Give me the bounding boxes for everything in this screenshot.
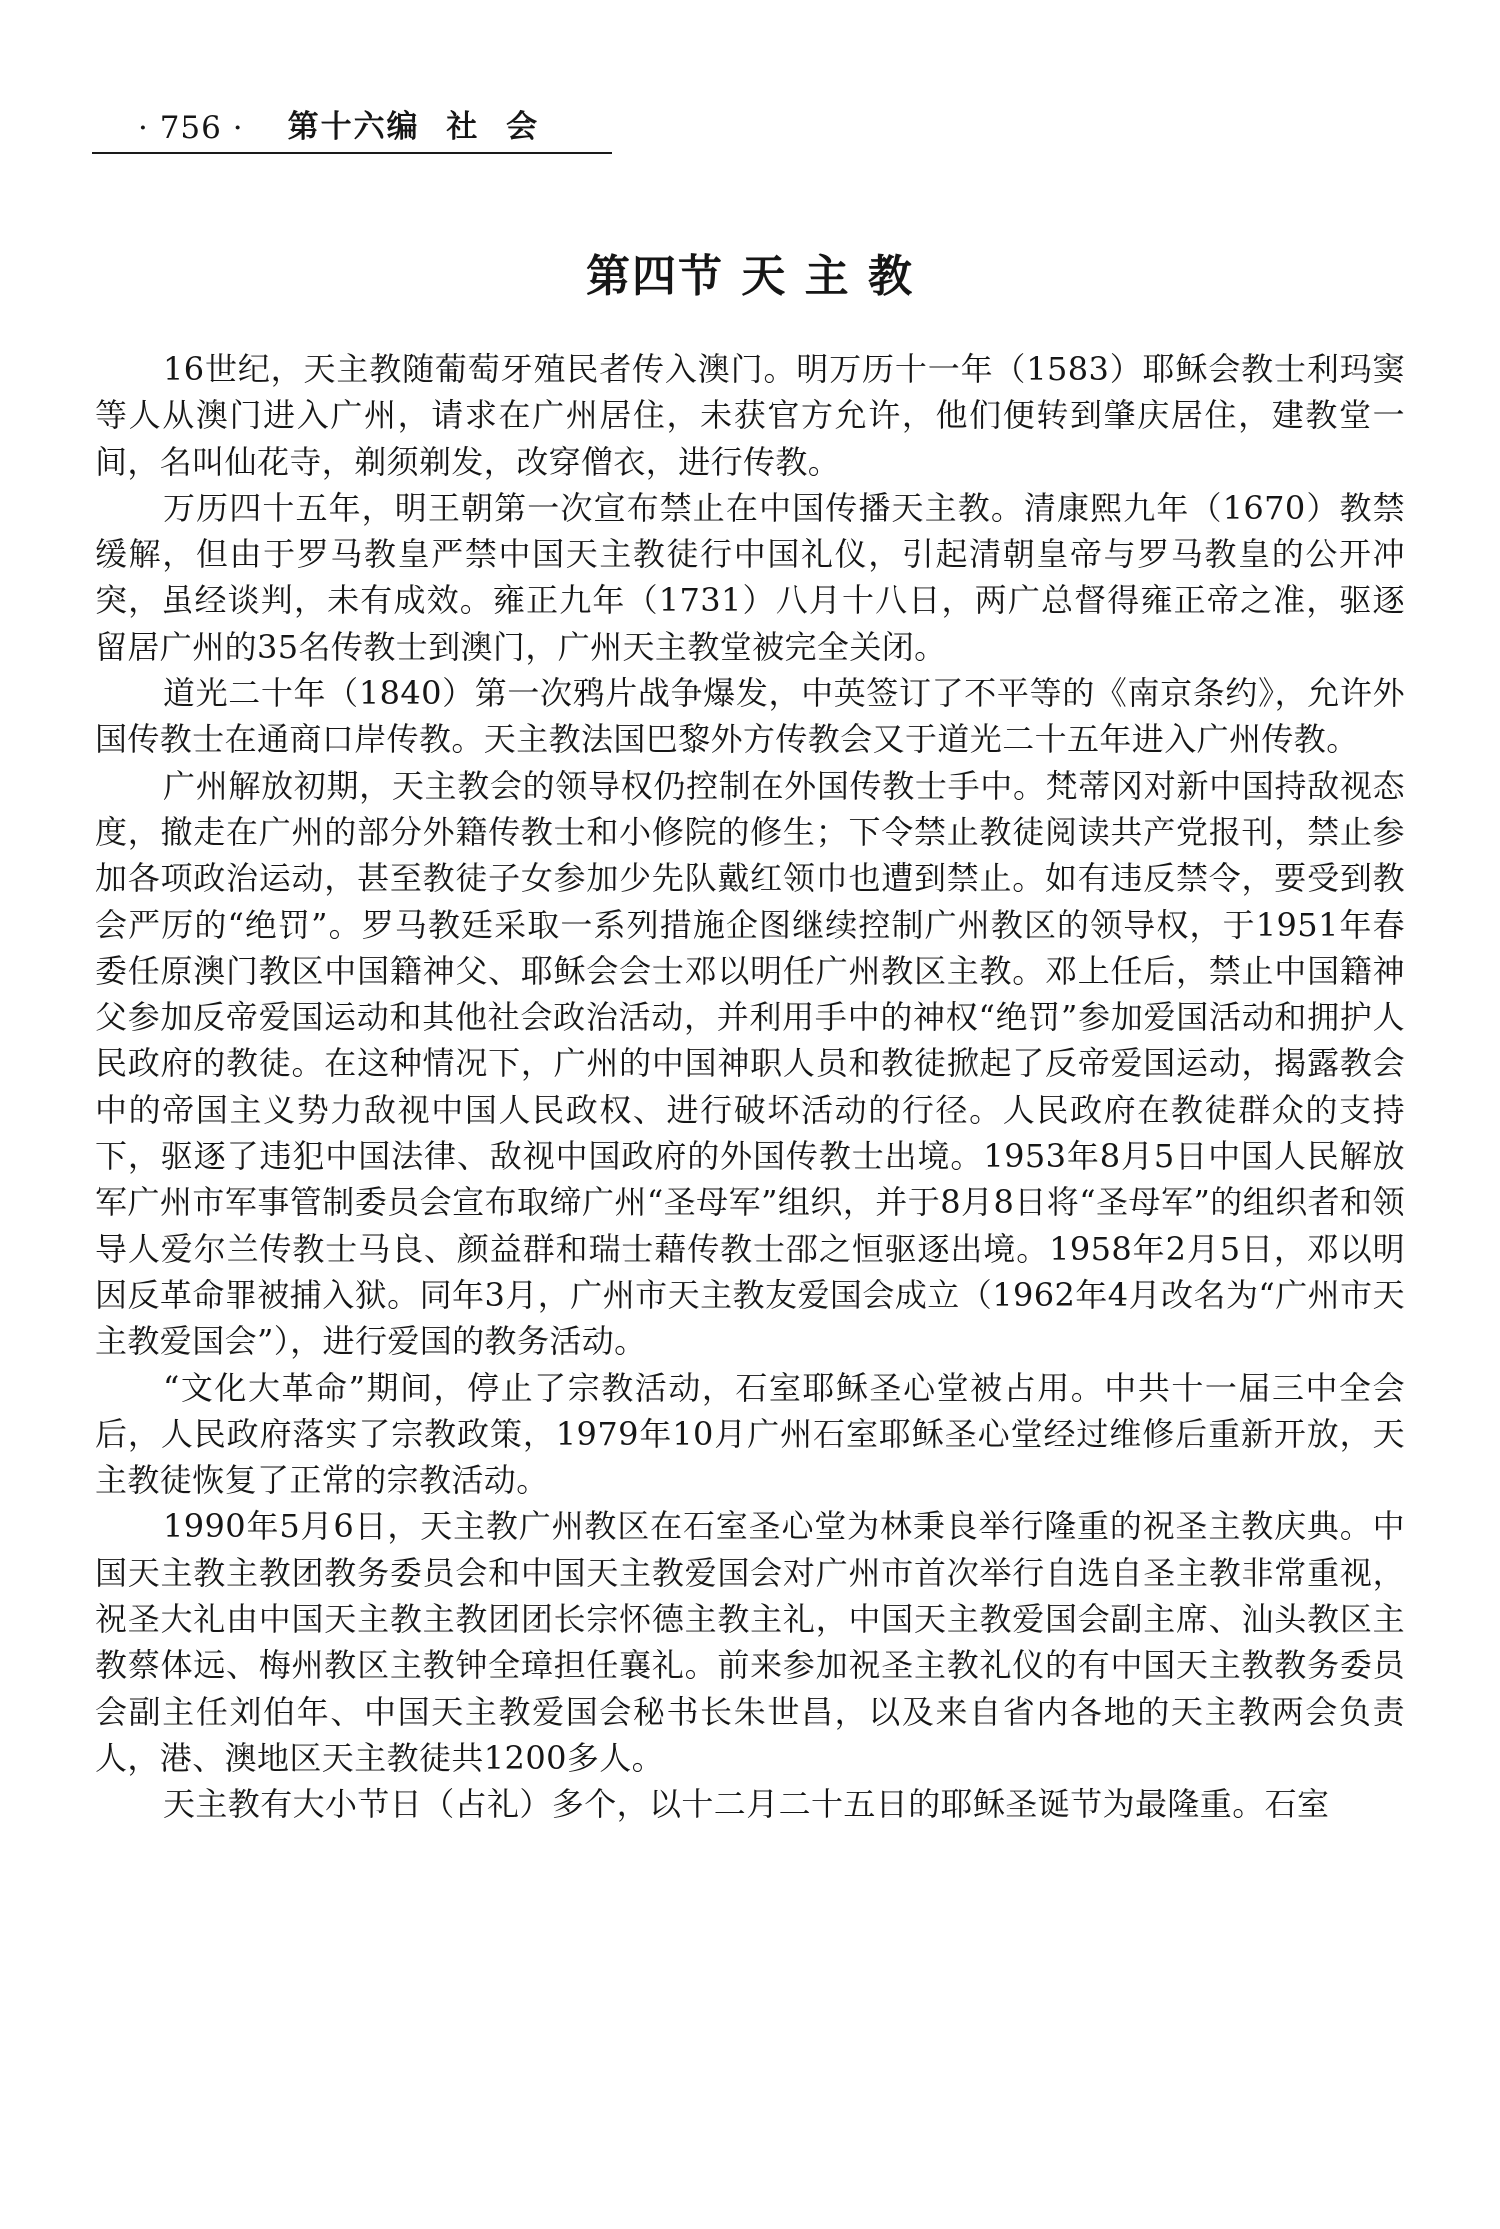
paragraph: 道光二十年（1840）第一次鸦片战争爆发，中英签订了不平等的《南京条约》，允许外国传教士在通商口岸传教。天主教法国巴黎外方传教会又于道光二十五年进入广州传教。 — [95, 674, 1405, 759]
paragraph: 天主教有大小节日（占礼）多个，以十二月二十五日的耶稣圣诞节为最隆重。石室 — [163, 1785, 1330, 1824]
part-title: 第十六编 社 会 — [287, 109, 540, 145]
body-text — [95, 346, 1405, 1828]
section-title: 第四节 天 主 教 — [586, 251, 914, 302]
page-number: · 756 · — [138, 110, 244, 146]
paragraph: “文化大革命”期间，停止了宗教活动，石室耶稣圣心堂被占用。中共十一届三中全会后，人民政府落实了宗教政策，1979年10月广州石室耶稣圣心堂经过维修后重新开放，天主教徒恢复了正常的宗教活动。 — [95, 1368, 1405, 1500]
paragraph: 广州解放初期，天主教会的领导权仍控制在外国传教士手中。梵蒂冈对新中国持敌视态度，撤走在广州的部分外籍传教士和小修院的修生；下令禁止教徒阅读共产党报刊，禁止参加各项政治运动，甚至教徒子女参加少先队戴红领巾也遭到禁止。如有违反禁令，要受到教会严厉的“绝罚”。罗马教廷采取一系列措施企图继续控制广州教区的领导权，于1951年春委任原澳门教区中国籍神父、耶稣会会士邓以明任广州教区主教。邓上任后，禁止中国籍神父参加反帝爱国运动和其他社会政治活动，并利用手中的神权“绝罚”参加爱国活动和拥护人民政府的教徒。在这种情况下，广州的中国神职人员和教徒掀起了反帝爱国运动，揭露教会中的帝国主义势力敌视中国人民政权、进行破坏活动的行径。人民政府在教徒群众的支持下，驱逐了违犯中国法律、敌视中国政府的外国传教士出境。1953年8月5日中国人民解放军广州市军事管制委员会宣布取缔广州“圣母军”组织，并于8月8日将“圣母军”的组织者和领导人爱尔兰传教士马良、颜益群和瑞士藉传教士邵之恒驱逐出境。1958年2月5日，邓以明因反革命罪被捕入狱。同年3月，广州市天主教友爱国会成立（1962年4月改名为“广州市天主教爱国会”），进行爱国的教务活动。 — [95, 766, 1405, 1361]
running-header — [92, 108, 612, 154]
paragraph: 万历四十五年，明王朝第一次宣布禁止在中国传播天主教。清康熙九年（1670）教禁缓解，但由于罗马教皇严禁中国天主教徒行中国礼仪，引起清朝皇帝与罗马教皇的公开冲突，虽经谈判，未有成效。雍正九年（1731）八月十八日，两广总督得雍正帝之准，驱逐留居广州的35名传教士到澳门，广州天主教堂被完全关闭。 — [95, 488, 1405, 666]
paragraph: 1990年5月6日，天主教广州教区在石室圣心堂为林秉良举行隆重的祝圣主教庆典。中国天主教主教团教务委员会和中国天主教爱国会对广州市首次举行自选自圣主教非常重视，祝圣大礼由中国天主教主教团团长宗怀德主教主礼，中国天主教爱国会副主席、汕头教区主教蔡体远、梅州教区主教钟全璋担任襄礼。前来参加祝圣主教礼仪的有中国天主教教务委员会副主任刘伯年、中国天主教爱国会秘书长朱世昌，以及来自省内各地的天主教两会负责人，港、澳地区天主教徒共1200多人。 — [95, 1507, 1405, 1777]
paragraph: 16世纪，天主教随葡萄牙殖民者传入澳门。明万历十一年（1583）耶稣会教士利玛窦等人从澳门进入广州，请求在广州居住，未获官方允许，他们便转到肇庆居住，建教堂一间，名叫仙花寺，剃须剃发，改穿僧衣，进行传教。 — [95, 350, 1405, 481]
